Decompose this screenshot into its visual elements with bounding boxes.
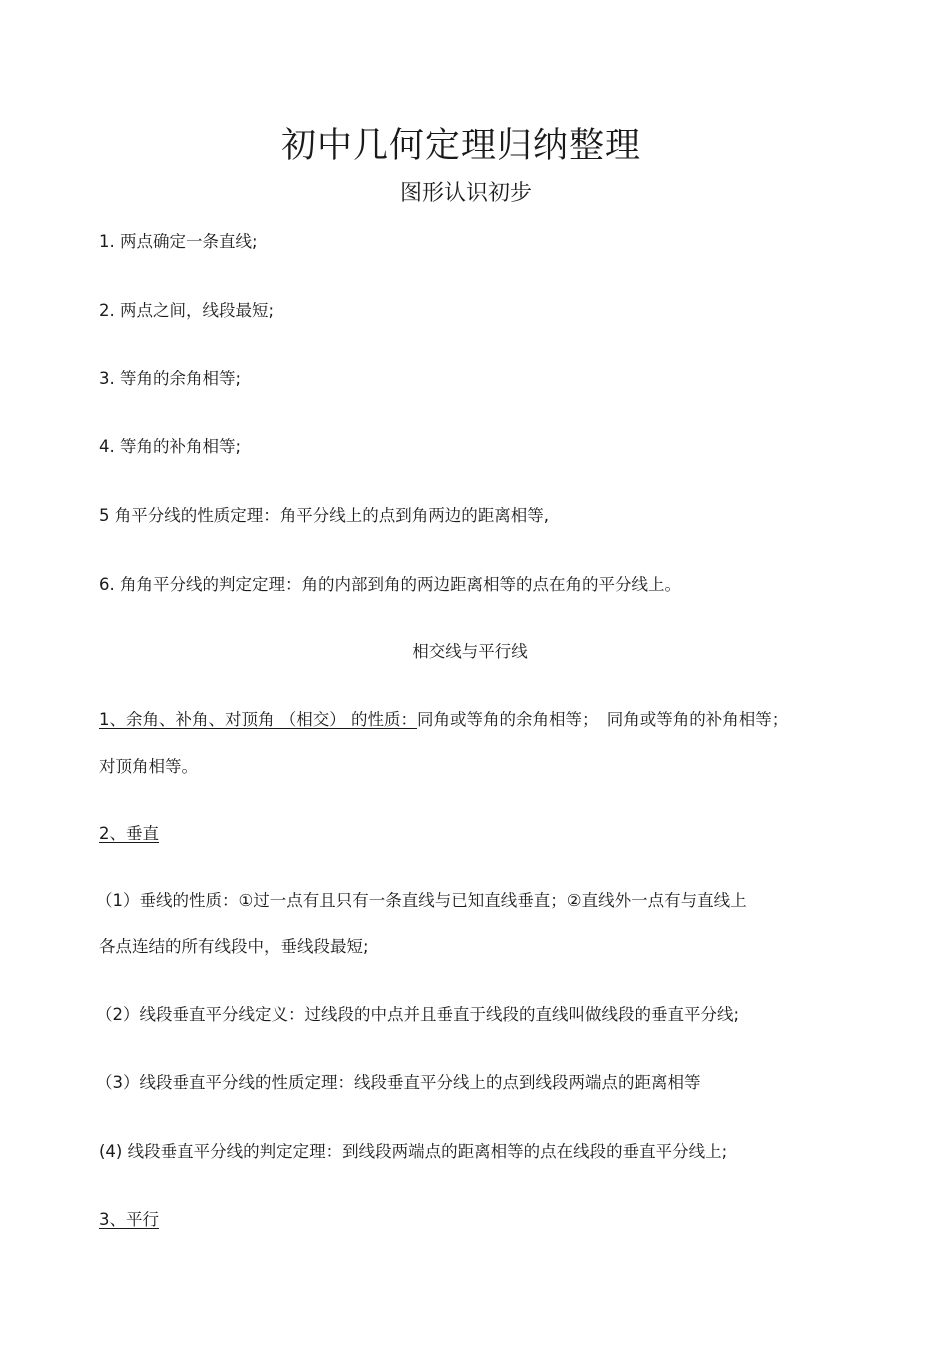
bisector-criterion: (4) 线段垂直平分线的判定定理：到线段两端点的距离相等的点在线段的垂直平分线上; [99,1142,728,1161]
bisector-property: （3）线段垂直平分线的性质定理：线段垂直平分线上的点到线段两端点的距离相等 [96,1073,701,1092]
bisector-definition: （2）线段垂直平分线定义：过线段的中点并且垂直于线段的直线叫做线段的垂直平分线; [96,1005,740,1024]
theorem-item-3: 3. 等角的余角相等; [99,369,242,388]
section-title-graphics: 图形认识初步 [399,181,532,206]
page-title: 初中几何定理归纳整理 [280,126,641,166]
angle-properties-continuation: 对顶角相等。 [99,757,198,776]
theorem-item-2: 2. 两点之间，线段最短; [99,301,275,320]
perpendicular-heading [99,822,159,846]
theorem-item-1: 1. 两点确定一条直线; [99,232,258,251]
theorem-item-4: 4. 等角的补角相等; [99,437,242,456]
perpendicular-property-line1: （1）垂线的性质：①过一点有且只有一条直线与已知直线垂直；②直线外一点有与直线上 [96,891,747,910]
perpendicular-label: 2、垂直 [99,824,159,843]
parallel-heading [99,1208,159,1232]
theorem-item-6: 6. 角角平分线的判定定理：角的内部到角的两边距离相等的点在角的平分线上。 [99,575,681,594]
angle-properties-text: 同角或等角的余角相等； 同角或等角的补角相等； [417,710,789,729]
section-heading-lines: 相交线与平行线 [412,642,528,661]
theorem-item-5: 5 角平分线的性质定理：角平分线上的点到角两边的距离相等, [99,506,549,525]
perpendicular-property-line2: 各点连结的所有线段中，垂线段最短; [99,937,369,956]
angle-properties-label: 1、余角、补角、对顶角 （相交） 的性质： [99,710,417,729]
parallel-label: 3、平行 [99,1210,159,1229]
angle-properties-item [99,708,788,732]
